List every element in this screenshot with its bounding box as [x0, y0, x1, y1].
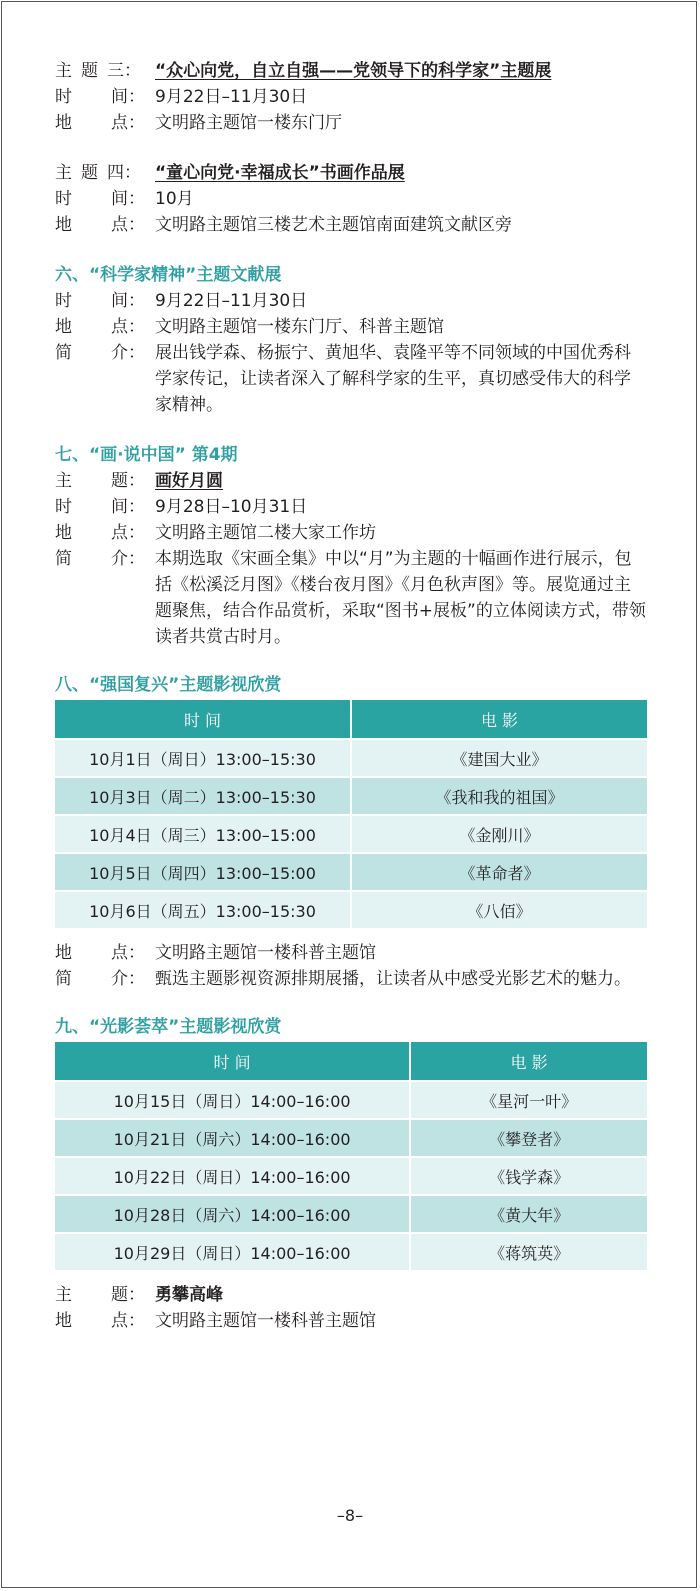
- sec6-time: 9月22日–11月30日: [155, 291, 308, 311]
- sec7-intro-row: 简 介： 本期选取《宋画全集》中以“月”为主题的十幅画作进行展示，包括《松溪泛月图》《楼台夜月图》《月色秋声图》等。展览通过主题聚焦，结合作品赏析，采取“图书+展板”的立体阅读方式，带领读者共赏古时月。: [55, 546, 647, 650]
- sec8-place: 文明路主题馆一楼科普主题馆: [155, 943, 376, 963]
- sec9-topic: 勇攀高峰: [155, 1285, 223, 1305]
- sec6-place: 文明路主题馆一楼东门厅、科普主题馆: [155, 317, 444, 337]
- sec8-col-time: 时 间: [55, 700, 351, 739]
- theme3-title: “众心向党，自立自强——党领导下的科学家”主题展: [155, 61, 552, 81]
- sec9-col-time: 时 间: [55, 1042, 410, 1081]
- section7-title: 七、“画·说中国” 第4期: [55, 445, 238, 465]
- page-content: [55, 58, 647, 1334]
- table-row: 10月28日（周六）14:00–16:00 《黄大年》: [55, 1195, 647, 1233]
- section6-title: 六、“科学家精神”主题文献展: [55, 265, 282, 285]
- sec8-film-table: [55, 700, 647, 928]
- table-row: 10月29日（周日）14:00–16:00 《蒋筑英》: [55, 1233, 647, 1270]
- table-row: 10月3日（周二）13:00–15:30 《我和我的祖国》: [55, 777, 647, 815]
- theme4-place-row: 地 点： 文明路主题馆三楼艺术主题馆南面建筑文献区旁: [55, 212, 647, 238]
- sec9-film-table: [55, 1042, 647, 1270]
- sec7-place-row: 地 点： 文明路主题馆二楼大家工作坊: [55, 520, 647, 546]
- section9-title: 九、“光影荟萃”主题影视欣赏: [55, 1017, 282, 1037]
- sec7-time-row: 时 间： 9月28日–10月31日: [55, 494, 647, 520]
- theme4-title: “童心向党·幸福成长”书画作品展: [155, 163, 405, 183]
- section8-title: 八、“强国复兴”主题影视欣赏: [55, 675, 282, 695]
- sec9-place-row: 地 点： 文明路主题馆一楼科普主题馆: [55, 1308, 647, 1334]
- table-row: 10月15日（周日）14:00–16:00 《星河一叶》: [55, 1081, 647, 1119]
- sec6-place-row: 地 点： 文明路主题馆一楼东门厅、科普主题馆: [55, 314, 647, 340]
- sec8-col-film: 电 影: [351, 700, 647, 739]
- theme3-time: 9月22日–11月30日: [155, 87, 308, 107]
- sec7-intro: 本期选取《宋画全集》中以“月”为主题的十幅画作进行展示，包括《松溪泛月图》《楼台夜月图》《月色秋声图》等。展览通过主题聚焦，结合作品赏析，采取“图书+展板”的立体阅读方式，带领读者共赏古时月。: [155, 549, 646, 647]
- sec7-topic: 画好月圆: [155, 471, 223, 491]
- table-row: 10月22日（周日）14:00–16:00 《钱学森》: [55, 1157, 647, 1195]
- sec9-col-film: 电 影: [410, 1042, 647, 1081]
- table-row: 10月1日（周日）13:00–15:30 《建国大业》: [55, 739, 647, 777]
- sec9-place: 文明路主题馆一楼科普主题馆: [155, 1311, 376, 1331]
- sec8-place-row: 地 点： 文明路主题馆一楼科普主题馆: [55, 940, 647, 966]
- theme4-time-row: 时 间： 10月: [55, 186, 647, 212]
- sec8-intro-row: 简 介： 甄选主题影视资源排期展播，让读者从中感受光影艺术的魅力。: [55, 966, 647, 992]
- sec8-intro: 甄选主题影视资源排期展播，让读者从中感受光影艺术的魅力。: [155, 969, 631, 989]
- table-row: 10月21日（周六）14:00–16:00 《攀登者》: [55, 1119, 647, 1157]
- sec6-intro: 展出钱学森、杨振宁、黄旭华、袁隆平等不同领域的中国优秀科学家传记，让读者深入了解科学家的生平，真切感受伟大的科学家精神。: [155, 343, 631, 415]
- theme4-time: 10月: [155, 189, 194, 209]
- theme4-title-row: 主 题 四： “童心向党·幸福成长”书画作品展: [55, 160, 647, 186]
- theme3-time-row: 时 间： 9月22日–11月30日: [55, 84, 647, 110]
- sec7-topic-row: 主 题： 画好月圆: [55, 468, 647, 494]
- sec6-intro-row: 简 介： 展出钱学森、杨振宁、黄旭华、袁隆平等不同领域的中国优秀科学家传记，让读者深入了解科学家的生平，真切感受伟大的科学家精神。: [55, 340, 647, 418]
- table-row: 10月6日（周五）13:00–15:30 《八佰》: [55, 891, 647, 928]
- sec9-topic-row: 主 题： 勇攀高峰: [55, 1282, 647, 1308]
- page-number: –8–: [336, 1506, 364, 1525]
- sec6-time-row: 时 间： 9月22日–11月30日: [55, 288, 647, 314]
- theme4-place: 文明路主题馆三楼艺术主题馆南面建筑文献区旁: [155, 215, 512, 235]
- theme3-place-row: 地 点： 文明路主题馆一楼东门厅: [55, 110, 647, 136]
- table-row: 10月5日（周四）13:00–15:00 《革命者》: [55, 853, 647, 891]
- theme3-place: 文明路主题馆一楼东门厅: [155, 113, 342, 133]
- sec7-time: 9月28日–10月31日: [155, 497, 308, 517]
- table-row: 10月4日（周三）13:00–15:00 《金刚川》: [55, 815, 647, 853]
- theme3-title-row: 主 题 三： “众心向党，自立自强——党领导下的科学家”主题展: [55, 58, 647, 84]
- sec7-place: 文明路主题馆二楼大家工作坊: [155, 523, 376, 543]
